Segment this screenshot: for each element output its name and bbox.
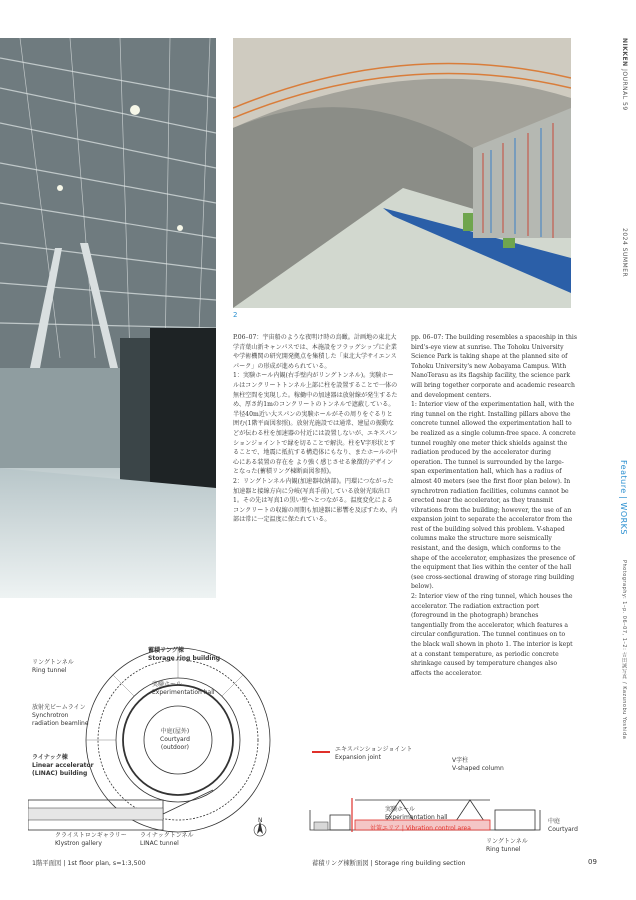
label-section-hall: 実験ホール Experimentation hall bbox=[385, 806, 448, 821]
photo-experimentation-hall bbox=[0, 38, 216, 598]
jp-body-text bbox=[233, 333, 398, 525]
section-caption: 蓄積リング棟断面図 | Storage ring building section bbox=[312, 860, 466, 867]
label-linac-building: ライナック棟 Linear accelerator (LINAC) building bbox=[32, 754, 94, 777]
en-paragraph: 2: Interior view of the ring tunnel, which houses the accelerator. The radiation extraction port (foreground in the photograph) branches tangentially from the accelerator, which features a circular configuration. The tunnel continues on to the black wall shown in photo 1. The interior is kept at a constant temperature, as periodic concrete shrinkage caused by temperature changes also affects the accelerator. bbox=[411, 593, 573, 677]
section-sublabel: WORKS bbox=[619, 502, 628, 535]
journal-title bbox=[621, 38, 628, 111]
journal-brand: NIKKEN bbox=[621, 38, 628, 67]
floor-plan-caption: 1階平面図 | 1st floor plan, s=1:3,500 bbox=[32, 860, 146, 867]
journal-name: JOURNAL 59 bbox=[621, 69, 628, 111]
label-ring-tunnel: リングトンネル Ring tunnel bbox=[32, 659, 74, 674]
photo-credit: Photography: 1–p. 06–07, 1–2: 吉田誠写真 / Kazunobu Yoshida bbox=[621, 560, 627, 740]
page-number: 09 bbox=[588, 858, 597, 866]
expansion-joint-swatch bbox=[312, 751, 330, 753]
north-label: N bbox=[258, 817, 263, 824]
label-courtyard: 中庭(屋外) Courtyard (outdoor) bbox=[160, 728, 190, 751]
section-label: Feature bbox=[619, 460, 628, 494]
en-body-text bbox=[411, 333, 577, 678]
label-synchrotron: 放射光ビームライン Synchrotron radiation beamline bbox=[32, 704, 89, 727]
en-paragraph: 1: Interior view of the experimentation hall, with the ring tunnel on the right. Installing pillars above the concrete tunnel allowed the experimentation hall to be realized as a single column-free space. A concrete tunnel roughly one meter thick shields against the radiation produced by the accelerator during operation. The tunnel is surrounded by the large-span experimentation hall, which has a radius of almost 40 meters (see the first floor plan below). In synchrotron radiation facilities, columns cannot be erected near the accelerator, as they transmit vibrations from the building; however, the use of an expansion joint to separate the accelerator from the rest of the building solved this problem. V-shaped columns make the structure more seismically resistant, and the design, which conforms to the shape of the accelerator, emphasizes the presence of the equipment that lies within the center of the hall (see cross-sectional drawing of storage ring building below). bbox=[411, 401, 576, 591]
en-paragraph: pp. 06–07: The building resembles a spaceship in this bird's-eye view at sunrise. The Tohoku University Science Park is taking shape at the planned site of Tohoku University's new Aobayama Campus. With NanoTerasu as its flagship facility, the science park will bring together corporate and academic research and development centers. bbox=[411, 334, 577, 399]
jp-paragraph: 1：実験ホール内観(右手壁内がリングトンネル)。実験ホールはコンクリートトンネル上部に柱を設置することで一体の無柱空間を実現した。稼働中の加速器は放射線が発生するため、厚さ約1mのコンクリートのトンネルで遮蔽している。半径40m近い大スパンの実験ホールがその周りをぐるりと囲む(1階平面図参照)。放射光施設では通常、建屋の振動などが伝わる柱を加速器の付近には設置しないが、エキスパンションジョイントで縁を切ることで解決。柱をV字形状とすることで、地震に抵抗する構造体にもなり、またホールの中心にある装置の存在を より強く感じさせる象徴的デザインとなった(蓄積リング棟断面図参照)。 bbox=[233, 372, 398, 476]
label-klystron: クライストロンギャラリー Klystron gallery bbox=[55, 832, 127, 847]
label-section-ring-tunnel: リングトンネル Ring tunnel bbox=[486, 838, 528, 853]
label-v-column: V字柱 V-shaped column bbox=[452, 757, 504, 772]
section-tag: Feature | WORKS bbox=[619, 460, 628, 535]
jp-paragraph: P.06–07：宇宙船のような夜明け時の鳥瞰。計画地の東北大学青葉山新キャンパスでは、本施設をフラッグシップに企業や学術機関の研究開発拠点を集積した「東北大学サイエンスパーク」の形成が進められている。 bbox=[233, 334, 397, 370]
journal-issue: 2024 SUMMER bbox=[621, 228, 628, 278]
hall-illustration bbox=[0, 38, 216, 598]
photo2-number: 2 bbox=[233, 311, 238, 319]
label-storage-ring: 蓄積リング棟 Storage ring building bbox=[148, 647, 221, 662]
label-section-courtyard: 中庭 Courtyard bbox=[548, 818, 578, 833]
label-linac-tunnel: ライナックトンネル LINAC tunnel bbox=[140, 832, 194, 847]
photo-ring-tunnel bbox=[233, 38, 571, 308]
jp-paragraph: 2：リングトンネル内観(加速器収納部)。円環につながった加速器と接線方向に分岐(写真手前)している放射光取出口1。その先は写真1の黒い壁へとつながる。温度変化によるコンクリートの収縮の周期も加速器に影響を及ぼすため、内部は常に一定温度に保たれている。 bbox=[233, 477, 398, 524]
label-vibration-control: 対策エリア | Vibration control area bbox=[370, 825, 471, 832]
label-experimentation-hall: 実験ホール Experimentation hall bbox=[152, 681, 215, 696]
label-expansion-joint: エキスパンションジョイント Expansion joint bbox=[335, 746, 413, 761]
tunnel-illustration bbox=[233, 38, 571, 308]
